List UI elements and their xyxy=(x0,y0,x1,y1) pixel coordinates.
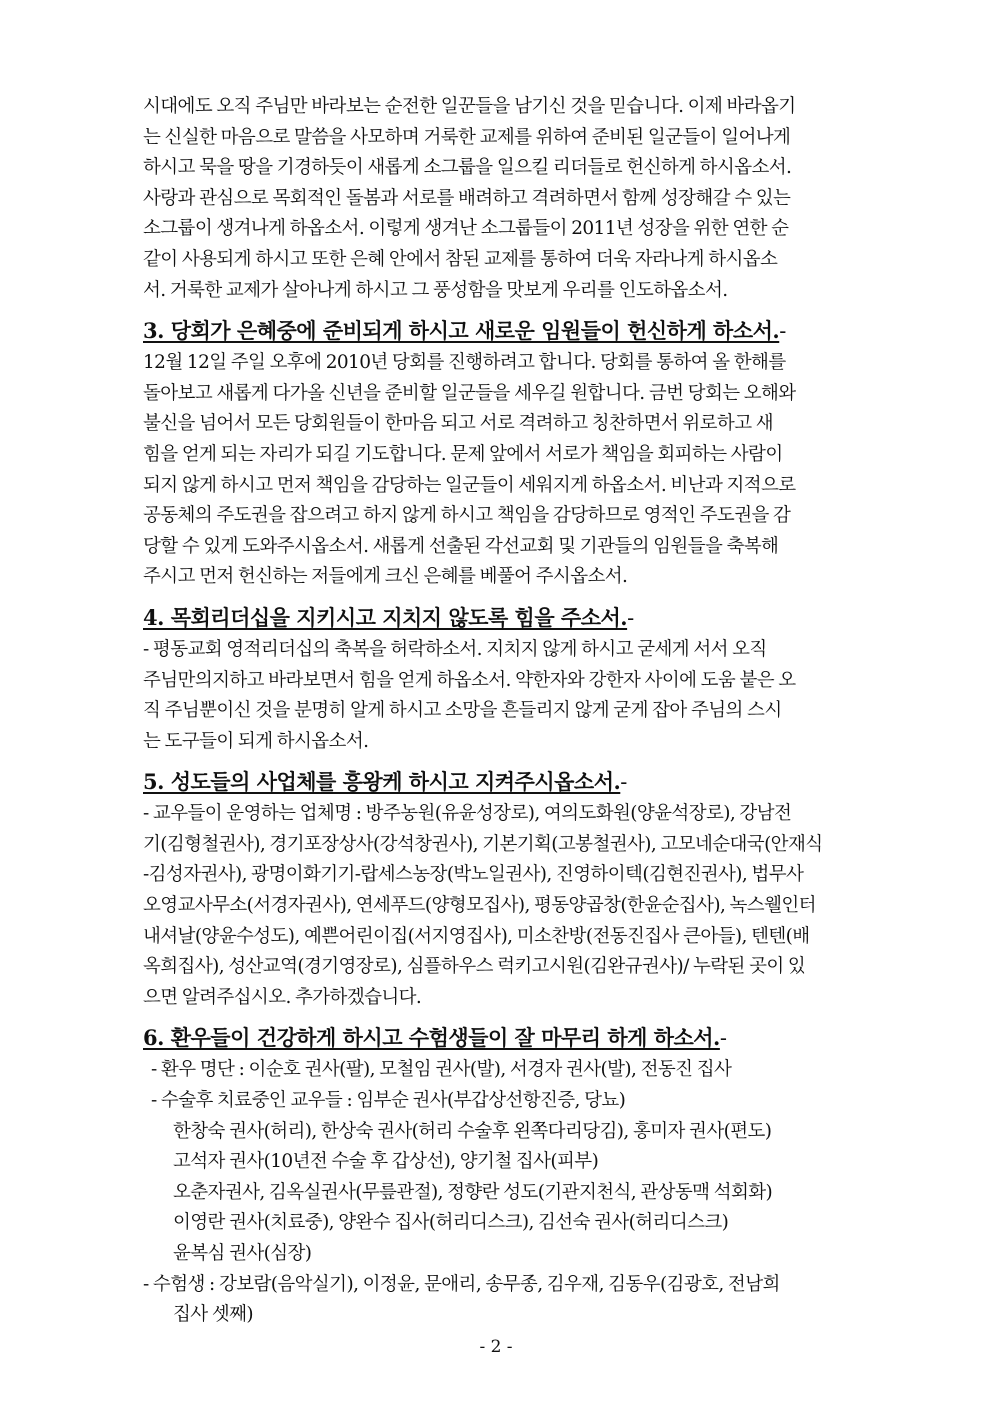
text-line: 당할 수 있게 도와주시옵소서. 새롭게 선출된 각선교회 및 기관들의 임원들을 축복해 xyxy=(143,535,779,557)
text-line: 불신을 넘어서 모든 당회원들이 한마음 되고 서로 격려하고 칭찬하면서 위로하고 새 xyxy=(143,413,774,435)
text-line: 시대에도 오직 주님만 바라보는 순전한 일꾼들을 남기신 것을 믿습니다. 이제 바라옵기 xyxy=(143,96,796,117)
list-item: 고석자 권사(10년전 수술 후 갑상선), 양기철 집사(피부) xyxy=(173,1151,599,1173)
section-heading xyxy=(143,1021,853,1055)
section-6 xyxy=(143,1021,853,1330)
text-line: 사랑과 관심으로 목회적인 돌봄과 서로를 배려하고 격려하면서 함께 성장해갈 수 있는 xyxy=(143,187,791,209)
section-paragraph xyxy=(143,799,853,1013)
section-heading xyxy=(143,314,853,348)
text-line: 소그룹이 생겨나게 하옵소서. 이렇게 생겨난 소그룹들이 2011년 성장을 위한 연한 순 xyxy=(143,218,789,240)
text-line: 공동체의 주도권을 잡으려고 하지 않게 하시고 책임을 감당하므로 영적인 주도권을 감 xyxy=(143,505,791,527)
list-item: 윤복심 권사(심장) xyxy=(173,1243,312,1264)
heading-tail: - xyxy=(719,1026,727,1051)
text-line: 기(김형철권사), 경기포장상사(강석창권사), 기본기획(고봉철권사), 고모네순대국(안재식 xyxy=(143,833,823,855)
text-line: 는 신실한 마음으로 말씀을 사모하며 거룩한 교제를 위하여 준비된 일군들이 일어나게 xyxy=(143,126,791,148)
section-3 xyxy=(143,314,853,593)
text-line: -김성자권사), 광명이화기기-랍세스농장(박노일권사), 진영하이텍(김현진권사), 법무사 xyxy=(143,864,804,886)
text-line: 주시고 먼저 헌신하는 저들에게 크신 은혜를 베풀어 주시옵소서. xyxy=(143,566,628,588)
list-item: - 환우 명단 : 이순호 권사(팔), 모철임 권사(발), 서경자 권사(발), 전동진 집사 xyxy=(151,1059,732,1081)
patient-list xyxy=(143,1055,853,1330)
section-paragraph xyxy=(143,635,853,757)
list-item: 한창숙 권사(허리), 한상숙 권사(허리 수술후 왼쪽다리당김), 홍미자 권사(편도) xyxy=(173,1120,772,1142)
text-line: 되지 않게 하시고 먼저 책임을 감당하는 일군들이 세워지게 하옵소서. 비난과 지적으로 xyxy=(143,474,796,496)
section-heading xyxy=(143,601,853,635)
text-line: 는 도구들이 되게 하시옵소서. xyxy=(143,730,369,752)
text-line: 으면 알려주십시오. 추가하겠습니다. xyxy=(143,986,422,1008)
text-line: 주님만의지하고 바라보면서 힘을 얻게 하옵소서. 약한자와 강한자 사이에 도움 붙은 오 xyxy=(143,669,796,691)
heading-text: 5. 성도들의 사업체를 흥왕케 하시고 지켜주시옵소서. xyxy=(143,769,621,795)
text-line: 돌아보고 새롭게 다가올 신년을 준비할 일군들을 세우길 원합니다. 금번 당회는 오해와 xyxy=(143,382,796,404)
heading-tail: - xyxy=(620,770,627,795)
heading-tail: - xyxy=(627,605,634,630)
text-line: - 교우들이 운영하는 업체명 : 방주농원(유윤성장로), 여의도화원(양윤석장로), 강남전 xyxy=(143,803,792,825)
text-line: 직 주님뿐이신 것을 분명히 알게 하시고 소망을 흔들리지 않게 굳게 잡아 주님의 스시 xyxy=(143,700,782,722)
text-line: 내셔날(양윤수성도), 예쁜어린이집(서지영집사), 미소찬방(전동진집사 큰아들), 텐텐(배 xyxy=(143,925,810,947)
section-5 xyxy=(143,765,853,1013)
document-page xyxy=(143,92,853,1331)
heading-text: 4. 목회리더십을 지키시고 지치지 않도록 힘을 주소서. xyxy=(143,604,628,630)
text-line: - 평동교회 영적리더십의 축복을 허락하소서. 지치지 않게 하시고 굳세게 서서 오직 xyxy=(143,638,767,660)
text-line: 힘을 얻게 되는 자리가 되길 기도합니다. 문제 앞에서 서로가 책임을 회피하는 사람이 xyxy=(143,443,783,465)
list-item: - 수술후 치료중인 교우들 : 임부순 권사(부갑상선항진증, 당뇨) xyxy=(151,1090,626,1112)
intro-paragraph xyxy=(143,92,853,306)
text-line: 12월 12일 주일 오후에 2010년 당회를 진행하려고 합니다. 당회를 통하여 올 한해를 xyxy=(143,352,786,374)
section-paragraph xyxy=(143,348,853,593)
section-4 xyxy=(143,601,853,757)
text-line: 옥희집사), 성산교역(경기영장로), 심플하우스 럭키고시원(김완규권사)/ 누락된 곳이 있 xyxy=(143,956,806,978)
text-line: 같이 사용되게 하시고 또한 은혜 안에서 참된 교제를 통하여 더욱 자라나게 하시옵소 xyxy=(143,248,778,270)
heading-tail: - xyxy=(779,319,786,344)
text-line: 서. 거룩한 교제가 살아나게 하시고 그 풍성함을 맛보게 우리를 인도하옵소서. xyxy=(143,279,728,301)
list-item: 집사 셋째) xyxy=(173,1304,253,1326)
text-line: 오영교사무소(서경자권사), 연세푸드(양형모집사), 평동양곱창(한윤순집사), 녹스웰인터 xyxy=(143,895,816,917)
text-line: 하시고 묵을 땅을 기경하듯이 새롭게 소그룹을 일으킬 리더들로 헌신하게 하시옵소서. xyxy=(143,157,792,179)
list-item: - 수험생 : 강보람(음악실기), 이정윤, 문애리, 송무종, 김우재, 김동우(김광호, 전남희 xyxy=(143,1273,780,1295)
page-number: - 2 - xyxy=(479,1337,513,1357)
section-heading xyxy=(143,765,853,799)
list-item: 이영란 권사(치료중), 양완수 집사(허리디스크), 김선숙 권사(허리디스크) xyxy=(173,1212,729,1234)
heading-text: 6. 환우들이 건강하게 하시고 수험생들이 잘 마무리 하게 하소서. xyxy=(143,1025,720,1051)
heading-text: 3. 당회가 은혜중에 준비되게 하시고 새로운 임원들이 헌신하게 하소서. xyxy=(143,318,780,344)
list-item: 오춘자권사, 김옥실권사(무릎관절), 정향란 성도(기관지천식, 관상동맥 석회화) xyxy=(173,1181,773,1203)
